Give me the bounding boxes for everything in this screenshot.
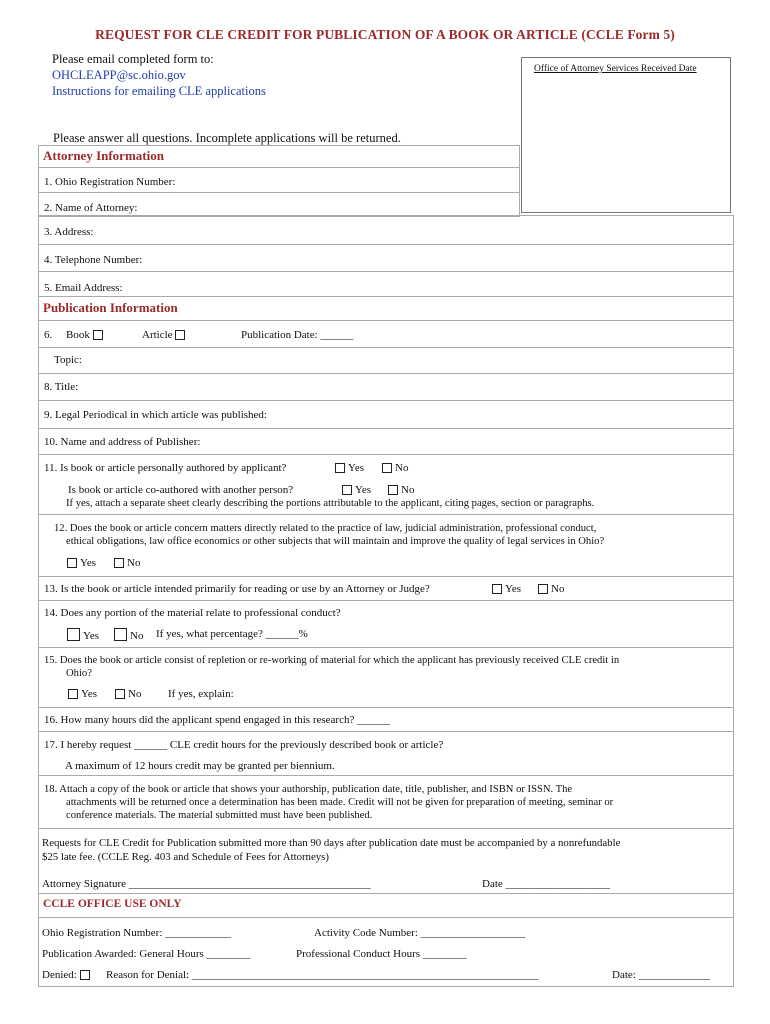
office-use-heading: CCLE OFFICE USE ONLY — [38, 894, 733, 918]
q14-no-checkbox[interactable] — [114, 628, 127, 641]
q16-label: 16. How many hours did the applicant spend engaged in this research? ______ — [44, 714, 391, 726]
q12-yes-label: Yes — [80, 557, 97, 569]
q11-authored-yes[interactable] — [335, 462, 364, 474]
q11-coauthored-label: Is book or article co-authored with another person? — [68, 484, 294, 496]
q15-no-checkbox[interactable] — [115, 689, 125, 699]
topic-row[interactable] — [38, 348, 733, 374]
q12-yes[interactable] — [67, 557, 96, 569]
telephone-row[interactable] — [38, 245, 733, 272]
q14-no-label: No — [130, 630, 144, 642]
q14-yes-label: Yes — [83, 630, 100, 642]
q13-yes-checkbox[interactable] — [492, 584, 502, 594]
q14-no[interactable] — [114, 628, 143, 642]
email-address-row[interactable] — [38, 272, 733, 297]
q11-coauthored-no-checkbox[interactable] — [388, 485, 398, 495]
received-date-box — [521, 57, 731, 213]
q15-line1: 15. Does the book or article consist of repletion or re-working of material for which the applicant has previously received CLE credit in — [44, 655, 620, 666]
telephone-label: 4. Telephone Number: — [44, 254, 143, 266]
q16-row[interactable] — [38, 708, 733, 732]
q12-line2: ethical obligations, law office economics or other subjects that will maintain and improve the quality of legal services in Ohio? — [66, 536, 605, 547]
q13-yes-label: Yes — [505, 583, 522, 595]
instructions-link[interactable]: Instructions for emailing CLE applications — [52, 84, 266, 98]
q15-line2: Ohio? — [66, 668, 92, 679]
q15-yes-label: Yes — [81, 688, 98, 700]
q12-no-checkbox[interactable] — [114, 558, 124, 568]
article-option[interactable] — [142, 329, 188, 341]
late-fee-line1: Requests for CLE Credit for Publication submitted more than 90 days after publication date must be accompanied by a nonrefundable — [42, 837, 621, 849]
q11-coauthored-yes-label: Yes — [355, 484, 372, 496]
denied-date: Date: _____________ — [612, 969, 711, 981]
q13-no[interactable] — [538, 583, 564, 595]
email-prompt: Please email completed form to: — [52, 52, 214, 66]
email-link[interactable]: OHCLEAPP@sc.ohio.gov — [52, 68, 186, 82]
q11-authored-yes-label: Yes — [348, 462, 365, 474]
email-address-label: 5. Email Address: — [44, 282, 123, 294]
q15-no[interactable] — [115, 688, 141, 700]
address-label: 3. Address: — [44, 226, 94, 238]
q15-no-label: No — [128, 688, 142, 700]
book-label: Book — [66, 329, 90, 341]
q11-coauthored-no[interactable] — [388, 484, 414, 496]
q17-row — [38, 732, 733, 776]
q12-yes-checkbox[interactable] — [67, 558, 77, 568]
attorney-name-row[interactable] — [38, 193, 519, 217]
office-registration-number: Ohio Registration Number: ____________ — [42, 927, 232, 939]
authorship-row — [38, 455, 733, 515]
q12-line1: 12. Does the book or article concern matters directly related to the practice of law, judicial administration, professional conduct, — [54, 523, 597, 534]
q14-label: 14. Does any portion of the material relate to professional conduct? — [44, 607, 341, 619]
q15-yes[interactable] — [68, 688, 97, 700]
q13-no-label: No — [551, 583, 565, 595]
q13-no-checkbox[interactable] — [538, 584, 548, 594]
title-row[interactable] — [38, 374, 733, 401]
q18-line3: conference materials. The material submitted must have been published. — [66, 810, 373, 821]
q15-explain-label: If yes, explain: — [168, 688, 234, 700]
denied-option[interactable] — [42, 969, 93, 981]
q13-row — [38, 577, 733, 601]
registration-number-label: 1. Ohio Registration Number: — [44, 176, 176, 188]
q11-coauthored-yes-checkbox[interactable] — [342, 485, 352, 495]
q13-yes[interactable] — [492, 583, 521, 595]
attorney-name-label: 2. Name of Attorney: — [44, 202, 138, 214]
publication-awarded-general-hours: Publication Awarded: General Hours ________ — [42, 948, 251, 960]
book-checkbox[interactable] — [93, 330, 103, 340]
topic-label: Topic: — [54, 354, 82, 366]
q14-yes[interactable] — [67, 628, 99, 642]
received-date-label: Office of Attorney Services Received Date — [534, 64, 697, 74]
q18-row — [38, 776, 733, 829]
denied-checkbox[interactable] — [80, 970, 90, 980]
q14-percentage-label: If yes, what percentage? ______% — [156, 628, 308, 640]
professional-conduct-hours: Professional Conduct Hours ________ — [296, 948, 467, 960]
address-row[interactable] — [38, 216, 733, 245]
q13-label: 13. Is the book or article intended primarily for reading or use by an Attorney or Judge? — [44, 583, 430, 595]
instruction-text: Please answer all questions. Incomplete applications will be returned. — [53, 131, 401, 145]
attorney-section-heading: Attorney Information — [38, 145, 519, 168]
q11-authored-no-label: No — [395, 462, 409, 474]
q12-no-label: No — [127, 557, 141, 569]
q15-row — [38, 648, 733, 708]
q14-row — [38, 601, 733, 648]
late-fee-row — [38, 829, 733, 894]
signature-date-label[interactable]: Date ___________________ — [482, 878, 611, 890]
q11-authored-no[interactable] — [382, 462, 408, 474]
legal-periodical-row[interactable] — [38, 401, 733, 429]
book-option[interactable] — [66, 329, 106, 341]
q11-authored-label: 11. Is book or article personally authored by applicant? — [44, 462, 287, 474]
email-block — [52, 51, 266, 99]
q15-yes-checkbox[interactable] — [68, 689, 78, 699]
publisher-row[interactable] — [38, 429, 733, 455]
q18-line1: 18. Attach a copy of the book or article that shows your authorship, publication date, title, publisher, and ISBN or ISSN. The — [44, 784, 573, 795]
activity-code-number: Activity Code Number: ___________________ — [314, 927, 526, 939]
q11-coauthored-yes[interactable] — [342, 484, 371, 496]
form-title: REQUEST FOR CLE CREDIT FOR PUBLICATION OF A BOOK OR ARTICLE (CCLE Form 5) — [95, 27, 675, 42]
registration-number-row[interactable] — [38, 168, 519, 193]
q14-yes-checkbox[interactable] — [67, 628, 80, 641]
title-label: 8. Title: — [44, 381, 79, 393]
q18-line2: attachments will be returned once a determination has been made. Credit will not be given for preparation of meeting, seminar or — [66, 797, 614, 808]
publication-section-heading: Publication Information — [38, 297, 733, 321]
q17-label: 17. I hereby request ______ CLE credit hours for the previously described book or article? — [44, 739, 444, 751]
q11-authored-yes-checkbox[interactable] — [335, 463, 345, 473]
q17-note: A maximum of 12 hours credit may be granted per biennium. — [65, 760, 335, 772]
q6-number: 6. — [44, 329, 53, 341]
publisher-label: 10. Name and address of Publisher: — [44, 436, 201, 448]
publication-date-label: Publication Date: ______ — [241, 329, 354, 341]
q12-row — [38, 515, 733, 577]
article-checkbox[interactable] — [175, 330, 185, 340]
book-article-row — [38, 321, 733, 348]
attorney-signature-label[interactable]: Attorney Signature ____________________________________________ — [42, 878, 371, 890]
q12-no[interactable] — [114, 557, 140, 569]
office-use-area — [38, 918, 733, 985]
article-label: Article — [142, 329, 173, 341]
q11-authored-no-checkbox[interactable] — [382, 463, 392, 473]
q11-coauthored-no-label: No — [401, 484, 415, 496]
late-fee-line2: $25 late fee. (CCLE Reg. 403 and Schedule of Fees for Attorneys) — [42, 851, 329, 863]
legal-periodical-label: 9. Legal Periodical in which article was published: — [44, 409, 267, 421]
denied-label: Denied: — [42, 969, 77, 981]
q11-attach-note: If yes, attach a separate sheet clearly describing the portions attributable to the applicant, citing pages, section or paragraphs. — [66, 498, 595, 509]
reason-for-denial: Reason for Denial: _______________________________________________________________ — [106, 969, 539, 981]
